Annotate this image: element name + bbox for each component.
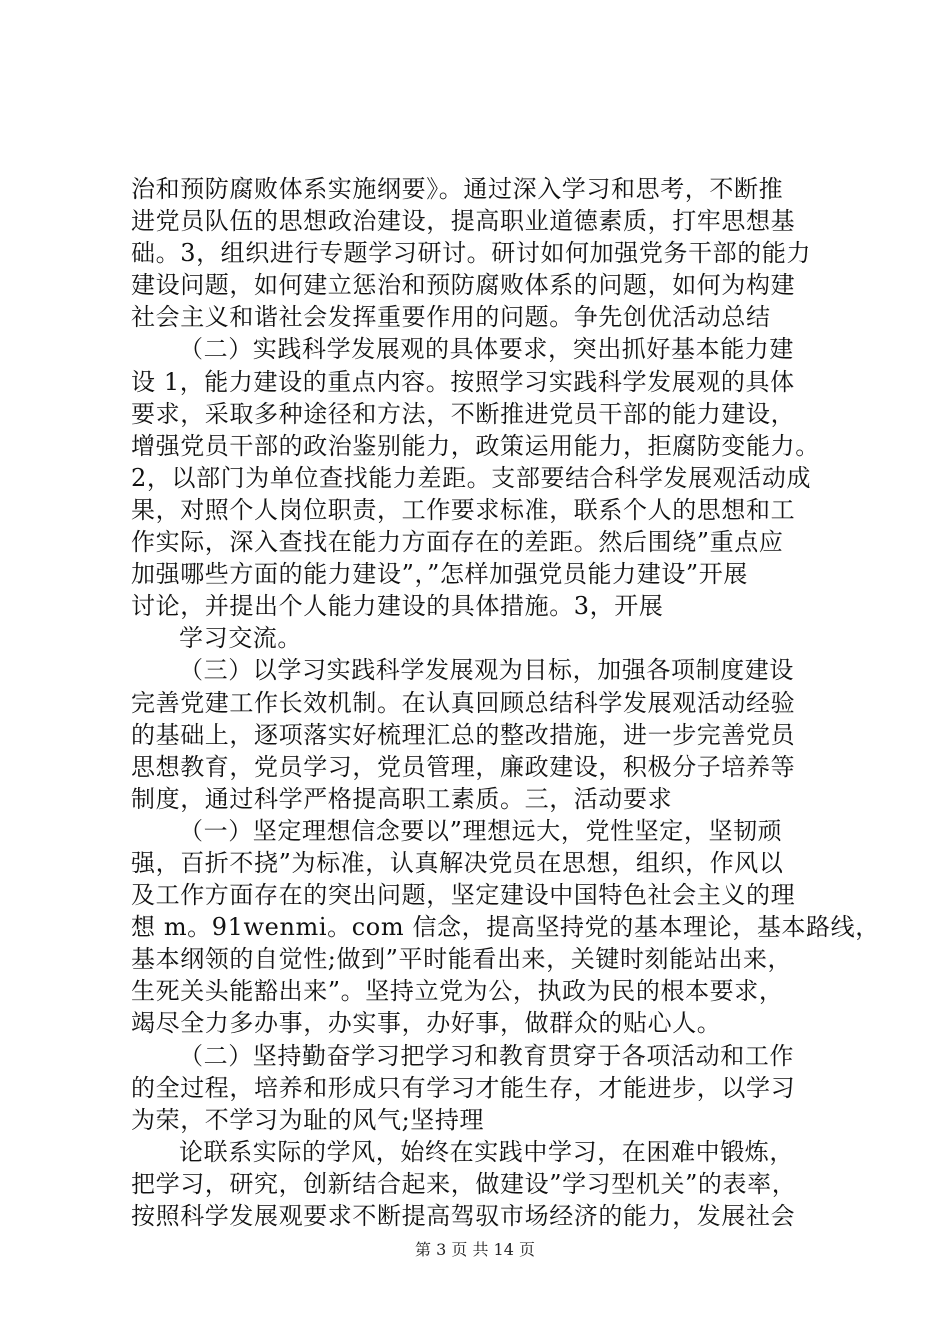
document-body xyxy=(131,173,880,1232)
text-line: 建设问题，如何建立惩治和预防腐败体系的问题，如何为构建 xyxy=(131,271,796,300)
text-line: 社会主义和谐社会发挥重要作用的问题。争先创优活动总结 xyxy=(131,303,771,332)
text-line: 竭尽全力多办事，办实事，办好事，做群众的贴心人。 xyxy=(131,1009,722,1038)
text-line: 学习交流。 xyxy=(179,624,302,653)
text-line: 设 1，能力建设的重点内容。按照学习实践科学发展观的具体 xyxy=(131,367,795,396)
text-line: 讨论，并提出个人能力建设的具体措施。3，开展 xyxy=(131,592,664,621)
text-line: 为荣，不学习为耻的风气;坚持理 xyxy=(131,1105,485,1134)
text-line: 要求，采取多种途径和方法，不断推进党员干部的能力建设， xyxy=(131,399,796,428)
text-line: 按照科学发展观要求不断提高驾驭市场经济的能力，发展社会 xyxy=(131,1202,796,1230)
text-line: （二）坚持勤奋学习把学习和教育贯穿于各项活动和工作 xyxy=(179,1041,794,1070)
text-line: 作实际，深入查找在能力方面存在的差距。然后围绕”重点应 xyxy=(131,528,784,557)
text-line: 制度，通过科学严格提高职工素质。三，活动要求 xyxy=(131,784,673,813)
text-line: 基本纲领的自觉性;做到”平时能看出来，关键时刻能站出来， xyxy=(131,945,793,974)
text-line: 完善党建工作长效机制。在认真回顾总结科学发展观活动经验 xyxy=(131,688,796,717)
text-line: 增强党员干部的政治鉴别能力，政策运用能力，拒腐防变能力。 xyxy=(131,431,820,460)
text-line: （一）坚定理想信念要以”理想远大，党性坚定，坚韧顽 xyxy=(179,816,783,845)
text-line: 2，以部门为单位查找能力差距。支部要结合科学发展观活动成 xyxy=(131,463,812,492)
text-line: 生死关头能豁出来”。坚持立党为公，执政为民的根本要求， xyxy=(131,977,784,1006)
text-line: 治和预防腐败体系实施纲要》。通过深入学习和思考，不断推 xyxy=(131,175,784,203)
text-line: （三）以学习实践科学发展观为目标，加强各项制度建设 xyxy=(179,656,794,685)
text-line: 想 m。91wenmi。com 信念，提高坚持党的基本理论，基本路线， xyxy=(131,913,880,942)
text-line: 的基础上，逐项落实好梳理汇总的整改措施，进一步完善党员 xyxy=(131,720,796,749)
text-line: 加强哪些方面的能力建设”，”怎样加强党员能力建设”开展 xyxy=(131,560,749,589)
text-line: 进党员队伍的思想政治建设，提高职业道德素质，打牢思想基 xyxy=(131,207,796,236)
text-line: 思想教育，党员学习，党员管理，廉政建设，积极分子培养等 xyxy=(131,752,796,781)
text-line: 的全过程，培养和形成只有学习才能生存，才能进步，以学习 xyxy=(131,1073,796,1102)
text-line: 论联系实际的学风，始终在实践中学习，在困难中锻炼， xyxy=(179,1137,794,1166)
text-line: （二）实践科学发展观的具体要求，突出抓好基本能力建 xyxy=(179,335,794,364)
text-line: 果，对照个人岗位职责，工作要求标准，联系个人的思想和工 xyxy=(131,495,796,524)
text-line: 强，百折不挠”为标准，认真解决党员在思想，组织，作风以 xyxy=(131,848,784,877)
text-line: 把学习，研究，创新结合起来，做建设”学习型机关”的表率， xyxy=(131,1169,797,1198)
text-line: 础。3，组织进行专题学习研讨。研讨如何加强党务干部的能力 xyxy=(131,239,812,268)
page-footer: 第 3 页 共 14 页 xyxy=(415,1240,535,1259)
text-line: 及工作方面存在的突出问题，坚定建设中国特色社会主义的理 xyxy=(131,881,796,910)
